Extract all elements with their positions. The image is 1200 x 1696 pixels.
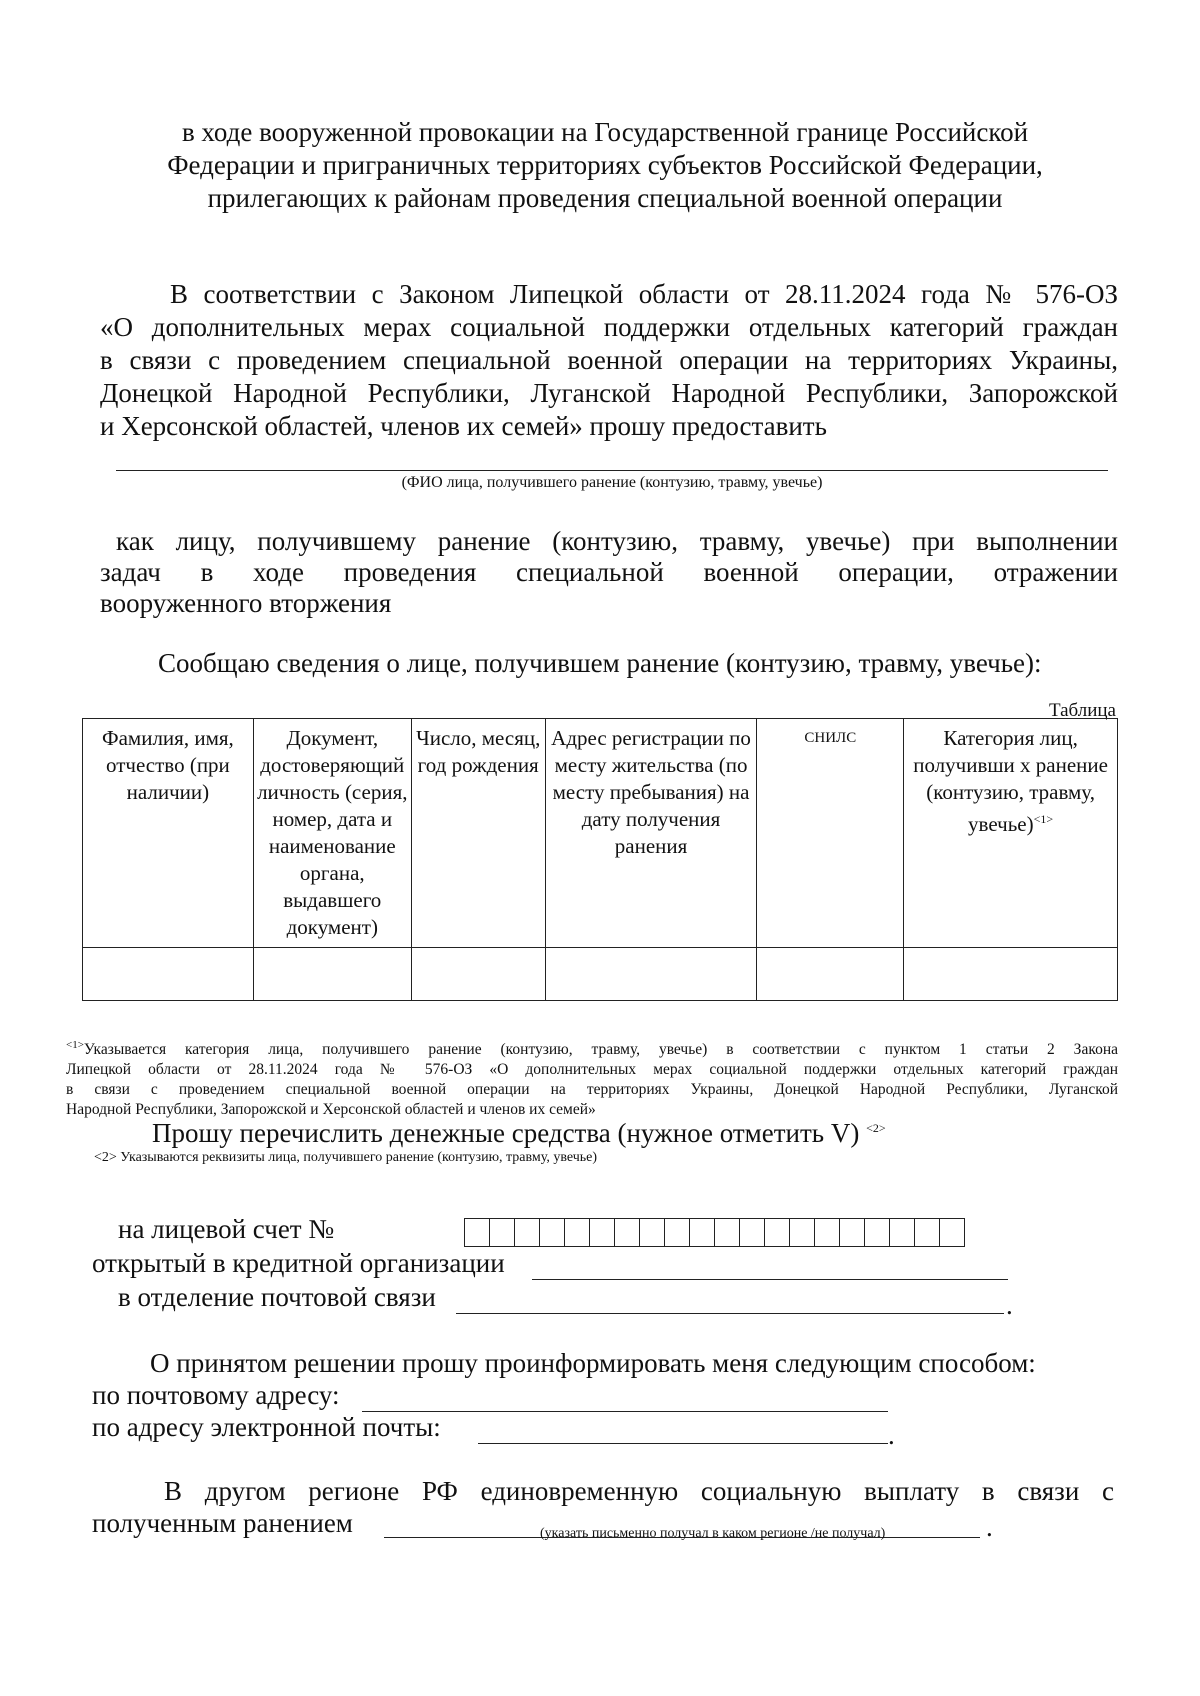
table-row	[83, 948, 1118, 1001]
account-digit-box[interactable]	[815, 1219, 840, 1246]
intro-line: Донецкой Народной Республики, Луганской Народной Республики, Запорожской	[100, 378, 1118, 408]
header-full-name: Фамилия, имя, отчество (при наличии)	[83, 719, 254, 948]
cell-category[interactable]	[904, 948, 1118, 1001]
bank-label: открытый в кредитной организации	[92, 1248, 505, 1278]
region-label: полученным ранением	[92, 1508, 353, 1538]
header-snils-label: СНИЛС	[804, 730, 857, 746]
intro-line: в связи с проведением специальной военной операции на территориях Украины,	[100, 345, 1118, 375]
region-caption: (указать письменно получал в каком регионе /не получал)	[540, 1526, 886, 1541]
status-paragraph	[100, 526, 1118, 619]
footnote-2: <2> Указываются реквизиты лица, получившего ранение (контузию, травму, увечье)	[94, 1150, 598, 1165]
transfer-text: Прошу перечислить денежные средства (нужное отметить V)	[152, 1118, 860, 1148]
cell-birth-date[interactable]	[411, 948, 545, 1001]
footnote-ref-1: <1>	[1033, 812, 1054, 826]
footnote-1	[66, 1035, 1118, 1120]
cell-full-name[interactable]	[83, 948, 254, 1001]
end-period: .	[1006, 1290, 1013, 1320]
header-category	[904, 719, 1118, 948]
document-heading	[100, 116, 1110, 215]
footnote-line: Народной Республики, Запорожской и Херсонской областей и членов их семей»	[66, 1101, 596, 1119]
heading-line: прилегающих к районам проведения специальной военной операции	[207, 183, 1003, 213]
footnote-ref-2: <2>	[866, 1121, 886, 1135]
end-period: .	[986, 1512, 993, 1542]
account-digit-box[interactable]	[915, 1219, 940, 1246]
end-period: .	[888, 1420, 895, 1450]
post-office-input-line[interactable]	[456, 1312, 1004, 1314]
post-office-label: в отделение почтовой связи	[118, 1282, 436, 1312]
status-line: задач в ходе проведения специальной военной операции, отражении	[100, 557, 1118, 587]
account-digit-box[interactable]	[465, 1219, 490, 1246]
injured-person-table	[82, 718, 1118, 1001]
account-digit-box[interactable]	[715, 1219, 740, 1246]
transfer-request	[152, 1118, 886, 1149]
header-identity-document: Документ, достоверяющий личность (серия, номер, дата и наименование органа, выдавшего документ)	[253, 719, 411, 948]
cell-registration-address[interactable]	[545, 948, 757, 1001]
intro-line: В соответствии с Законом Липецкой области от 28.11.2024 года № 576-ОЗ	[170, 279, 1118, 309]
heading-line: в ходе вооруженной провокации на Государственной границе Российской	[181, 117, 1029, 147]
intro-line: и Херсонской областей, членов их семей» прошу предоставить	[100, 411, 827, 441]
account-label: на лицевой счет №	[118, 1214, 335, 1244]
account-digit-box[interactable]	[590, 1219, 615, 1246]
account-digit-box[interactable]	[790, 1219, 815, 1246]
report-line: Сообщаю сведения о лице, получившем ранение (контузию, травму, увечье):	[158, 648, 1042, 678]
intro-line: «О дополнительных мерах социальной поддержки отдельных категорий граждан	[100, 312, 1118, 342]
email-label: по адресу электронной почты:	[92, 1412, 441, 1442]
header-registration-address: Адрес регистрации по месту жительства (по месту пребывания) на дату получения ранения	[545, 719, 757, 948]
postal-address-input-line[interactable]	[362, 1410, 888, 1412]
account-digit-box[interactable]	[890, 1219, 915, 1246]
account-digit-box[interactable]	[940, 1219, 964, 1246]
bank-input-line[interactable]	[532, 1278, 1008, 1280]
footnote-line: Липецкой области от 28.11.2024 года № 576-ОЗ «О дополнительных мерах социальной поддержки отдельных категорий граждан	[66, 1061, 1118, 1079]
heading-line: Федерации и приграничных территориях субъектов Российской Федерации,	[167, 150, 1043, 180]
fio-input-line[interactable]	[116, 470, 1108, 471]
inform-text: О принятом решении прошу проинформировать меня следующим способом:	[150, 1348, 1036, 1378]
postal-address-label: по почтовому адресу:	[92, 1380, 340, 1410]
header-birth-date: Число, месяц, год рождения	[411, 719, 545, 948]
account-digit-box[interactable]	[540, 1219, 565, 1246]
account-digit-box[interactable]	[865, 1219, 890, 1246]
header-snils	[757, 719, 904, 948]
region-line: В другом регионе РФ единовременную социальную выплату в связи с	[164, 1476, 1114, 1506]
account-digit-box[interactable]	[690, 1219, 715, 1246]
account-digit-box[interactable]	[840, 1219, 865, 1246]
status-line: как лицу, получившему ранение (контузию, травму, увечье) при выполнении	[116, 526, 1118, 556]
account-number-boxes[interactable]	[464, 1218, 965, 1247]
table-caption: Таблица	[1048, 700, 1116, 721]
footnote-line	[66, 1035, 1118, 1060]
status-line: вооруженного вторжения	[100, 588, 392, 618]
account-digit-box[interactable]	[565, 1219, 590, 1246]
email-input-line[interactable]	[478, 1442, 888, 1444]
account-digit-box[interactable]	[615, 1219, 640, 1246]
table-header-row	[83, 719, 1118, 948]
footnote-1-mark: <1>	[66, 1039, 84, 1051]
fio-caption: (ФИО лица, получившего ранение (контузию, травму, увечье)	[401, 474, 823, 491]
footnote-line: в связи с проведением специальной военной операции на территориях Украины, Донецкой Народной Республики, Луганской	[66, 1081, 1118, 1099]
footnote-line-text: Указывается категория лица, получившего ранение (контузию, травму, увечье) в соответствии с пунктом 1 статьи 2 Закона	[83, 1041, 1118, 1059]
cell-identity-document[interactable]	[253, 948, 411, 1001]
account-digit-box[interactable]	[740, 1219, 765, 1246]
account-digit-box[interactable]	[640, 1219, 665, 1246]
account-digit-box[interactable]	[490, 1219, 515, 1246]
header-category-label: Категория лиц, получивши х ранение (контузию, травму, увечье)	[913, 726, 1108, 836]
cell-snils[interactable]	[757, 948, 904, 1001]
account-digit-box[interactable]	[765, 1219, 790, 1246]
account-digit-box[interactable]	[665, 1219, 690, 1246]
account-digit-box[interactable]	[515, 1219, 540, 1246]
intro-paragraph	[100, 278, 1118, 443]
